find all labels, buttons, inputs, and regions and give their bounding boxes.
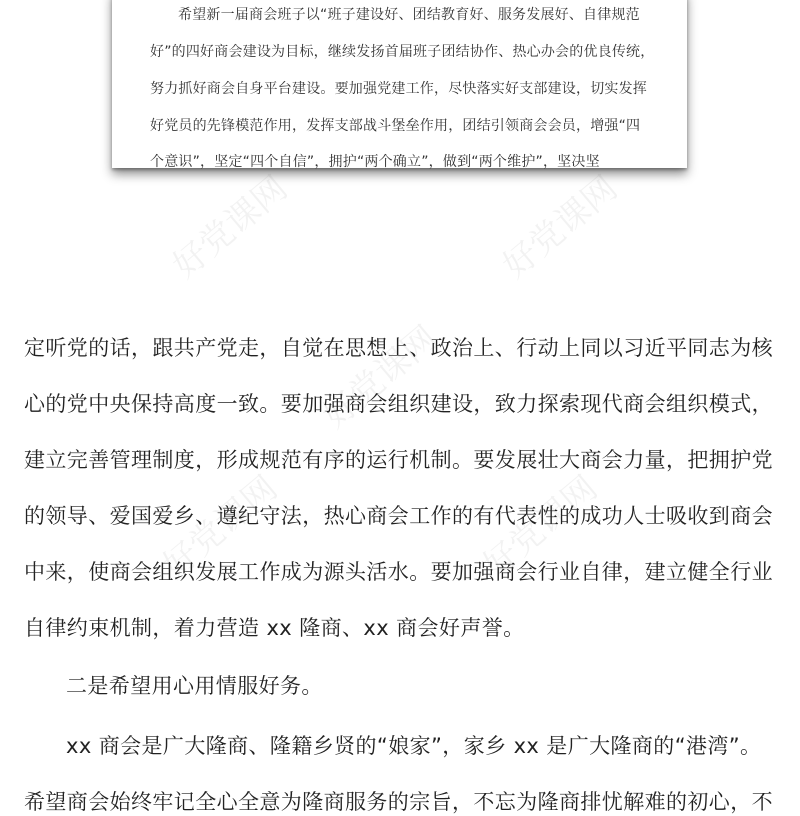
card-line: 好党员的先锋模范作用，发挥支部战斗堡垒作用，团结引领商会会员，增强“四	[150, 118, 641, 134]
body-line: 心的党中央保持高度一致。要加强商会组织建设，致力探索现代商会组织模式，	[24, 392, 773, 416]
body-line: 的领导、爱国爱乡、遵纪守法，热心商会工作的有代表性的成功人士吸收到商会	[24, 504, 773, 528]
quoted-document-card	[112, 0, 687, 168]
watermark: 好党课网	[315, 318, 446, 437]
body-line: 自律约束机制，着力营造 xx 隆商、xx 商会好声誉。	[24, 616, 525, 640]
card-line: 希望新一届商会班子以“班子建设好、团结教育好、服务发展好、自律规范	[178, 7, 640, 23]
watermark: 好党课网	[475, 468, 606, 587]
card-line: 个意识”，坚定“四个自信”，拥护“两个确立”，做到“两个维护”，坚决坚	[150, 154, 600, 170]
body-line: 建立完善管理制度，形成规范有序的运行机制。要发展壮大商会力量，把拥护党	[24, 448, 773, 472]
section-heading: 二是希望用心用情服好务。	[66, 674, 323, 698]
body-line: xx 商会是广大隆商、隆籍乡贤的“娘家”，家乡 xx 是广大隆商的“港湾”。	[66, 734, 762, 758]
watermark: 好党课网	[165, 168, 296, 287]
body-line: 定听党的话，跟共产党走，自觉在思想上、政治上、行动上同以习近平同志为核	[24, 336, 773, 360]
body-line: 希望商会始终牢记全心全意为隆商服务的宗旨，不忘为隆商排忧解难的初心，不	[24, 790, 773, 814]
watermark: 好党课网	[495, 168, 626, 287]
watermark: 好党课网	[155, 468, 286, 587]
body-line: 中来，使商会组织发展工作成为源头活水。要加强商会行业自律，建立健全行业	[24, 560, 773, 584]
card-line: 好”的四好商会建设为目标，继续发扬首届班子团结协作、热心办会的优良传统，	[150, 44, 655, 60]
card-line: 努力抓好商会自身平台建设。要加强党建工作，尽快落实好支部建设，切实发挥	[150, 81, 647, 97]
